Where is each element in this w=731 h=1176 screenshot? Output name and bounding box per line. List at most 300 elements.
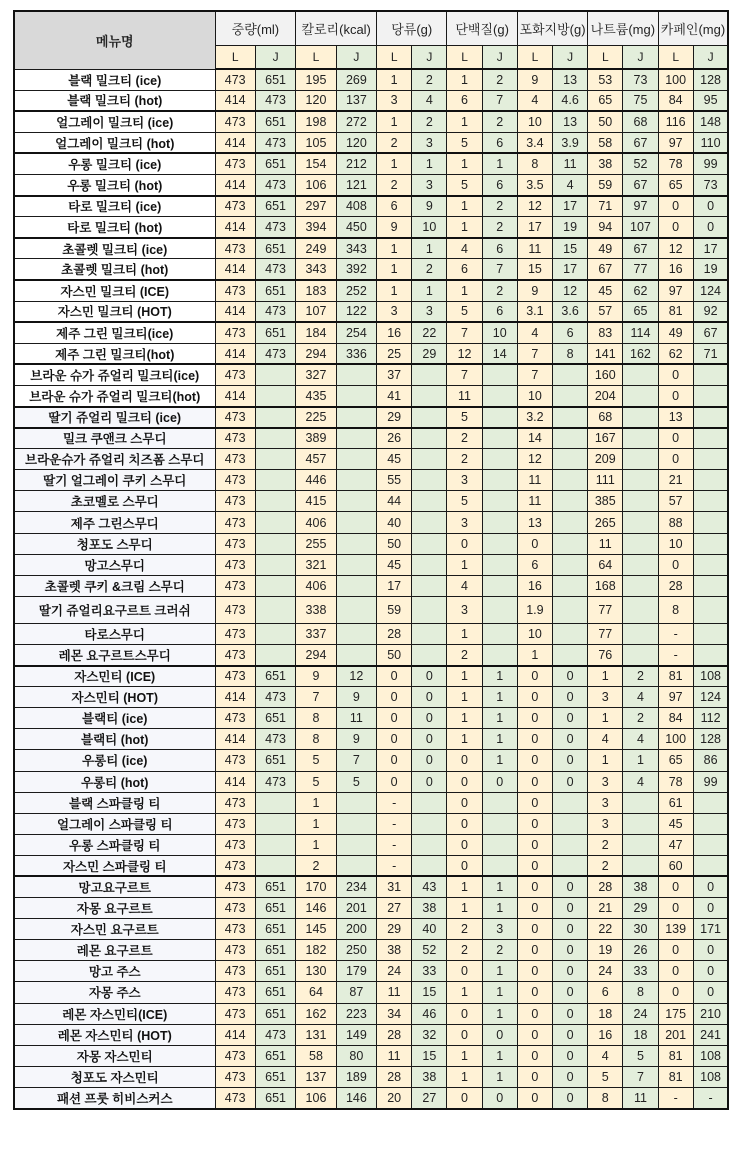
value-cell-j xyxy=(482,834,517,855)
value-cell-j: 122 xyxy=(336,301,376,322)
table-row xyxy=(14,470,728,491)
value-cell-l: 473 xyxy=(215,1003,255,1024)
value-cell-j: 1 xyxy=(482,1066,517,1087)
value-cell-j: 38 xyxy=(412,898,447,919)
value-cell-l: 13 xyxy=(517,512,552,533)
value-cell-l: 3 xyxy=(377,90,412,111)
value-cell-j: 1 xyxy=(412,153,447,174)
value-cell-l: 2 xyxy=(588,855,623,876)
value-cell-l: 11 xyxy=(517,470,552,491)
value-cell-j xyxy=(553,512,588,533)
value-cell-j: 146 xyxy=(336,1087,376,1108)
value-cell-j xyxy=(482,596,517,623)
value-cell-l: 0 xyxy=(517,1024,552,1045)
value-cell-j: 29 xyxy=(623,898,658,919)
value-cell-j xyxy=(336,855,376,876)
value-cell-j: 0 xyxy=(412,666,447,687)
value-cell-j xyxy=(482,623,517,644)
value-cell-j: 11 xyxy=(553,153,588,174)
value-cell-l: 10 xyxy=(517,385,552,406)
value-cell-j xyxy=(336,792,376,813)
value-cell-j: 651 xyxy=(255,666,295,687)
value-cell-l: 0 xyxy=(377,771,412,792)
value-cell-j: 11 xyxy=(336,708,376,729)
value-cell-j xyxy=(412,428,447,449)
menu-name-cell: 얼그레이 스파클링 티 xyxy=(14,813,215,834)
value-cell-l: 58 xyxy=(588,132,623,153)
value-cell-j: 8 xyxy=(553,343,588,364)
value-cell-j xyxy=(336,623,376,644)
table-row xyxy=(14,238,728,259)
value-cell-l: 5 xyxy=(296,750,336,771)
value-cell-l: 24 xyxy=(377,961,412,982)
value-cell-j: 0 xyxy=(412,750,447,771)
value-cell-l: 4 xyxy=(588,729,623,750)
value-cell-j xyxy=(336,554,376,575)
value-cell-j xyxy=(482,644,517,665)
value-cell-j: 24 xyxy=(623,1003,658,1024)
value-cell-l: 84 xyxy=(658,90,693,111)
value-cell-l: 0 xyxy=(517,834,552,855)
menu-name-cell: 자몽 주스 xyxy=(14,982,215,1003)
value-cell-l: 0 xyxy=(658,385,693,406)
value-cell-j xyxy=(553,470,588,491)
value-cell-l: 0 xyxy=(517,940,552,961)
value-cell-j: 9 xyxy=(412,196,447,217)
value-cell-j xyxy=(553,407,588,428)
value-cell-l: 414 xyxy=(215,174,255,195)
value-cell-j: 29 xyxy=(412,343,447,364)
value-cell-j: 651 xyxy=(255,961,295,982)
value-cell-l: 389 xyxy=(296,428,336,449)
value-cell-l: 0 xyxy=(517,919,552,940)
value-cell-j: 269 xyxy=(336,69,376,90)
value-cell-j: 77 xyxy=(623,259,658,280)
menu-name-cell: 얼그레이 밀크티 (hot) xyxy=(14,132,215,153)
value-cell-j: 1 xyxy=(482,687,517,708)
value-cell-j: 272 xyxy=(336,111,376,132)
value-cell-j xyxy=(693,834,728,855)
value-cell-j xyxy=(255,364,295,385)
value-cell-l: 195 xyxy=(296,69,336,90)
menu-name-cell: 브라운슈가 쥬얼리 치즈폼 스무디 xyxy=(14,449,215,470)
value-cell-l: 0 xyxy=(377,729,412,750)
value-cell-l: 1 xyxy=(447,111,482,132)
value-cell-l: 44 xyxy=(377,491,412,512)
value-cell-j: 15 xyxy=(412,1045,447,1066)
value-cell-l: 55 xyxy=(377,470,412,491)
value-cell-j: 2 xyxy=(482,940,517,961)
value-cell-l: 473 xyxy=(215,813,255,834)
value-cell-l: 0 xyxy=(447,834,482,855)
value-cell-l: 1 xyxy=(377,111,412,132)
value-cell-j: 6 xyxy=(482,132,517,153)
value-cell-j xyxy=(255,428,295,449)
value-cell-j xyxy=(412,813,447,834)
value-cell-j xyxy=(336,449,376,470)
value-cell-l: 7 xyxy=(296,687,336,708)
value-cell-l: 1 xyxy=(447,280,482,301)
value-cell-j: 473 xyxy=(255,771,295,792)
value-cell-j xyxy=(693,407,728,428)
menu-name-cell: 자스민 요구르트 xyxy=(14,919,215,940)
value-cell-j: 110 xyxy=(693,132,728,153)
value-cell-j xyxy=(255,554,295,575)
value-cell-j: 7 xyxy=(482,259,517,280)
value-cell-l: 473 xyxy=(215,834,255,855)
value-cell-l: 68 xyxy=(588,407,623,428)
value-cell-l: 5 xyxy=(447,491,482,512)
menu-name-cell: 블랙 밀크티 (ice) xyxy=(14,69,215,90)
value-cell-j xyxy=(693,813,728,834)
table-row xyxy=(14,280,728,301)
value-cell-j xyxy=(693,792,728,813)
value-cell-j xyxy=(482,813,517,834)
value-cell-l: 0 xyxy=(517,771,552,792)
menu-name-cell: 블랙 스파클링 티 xyxy=(14,792,215,813)
menu-name-cell: 청포도 스무디 xyxy=(14,533,215,554)
value-cell-l: 0 xyxy=(658,449,693,470)
value-cell-j: 22 xyxy=(412,322,447,343)
table-row xyxy=(14,407,728,428)
value-cell-j: 252 xyxy=(336,280,376,301)
value-cell-l: 1 xyxy=(377,69,412,90)
value-cell-j: 2 xyxy=(412,111,447,132)
menu-name-cell: 레몬 요구르트 xyxy=(14,940,215,961)
value-cell-j xyxy=(412,834,447,855)
value-cell-j: 0 xyxy=(412,687,447,708)
value-cell-l: 3 xyxy=(447,596,482,623)
value-cell-j: 473 xyxy=(255,132,295,153)
value-cell-j: 3 xyxy=(412,174,447,195)
value-cell-j: 651 xyxy=(255,153,295,174)
value-cell-l: 4 xyxy=(517,322,552,343)
value-cell-j: 651 xyxy=(255,69,295,90)
value-cell-j: 0 xyxy=(693,898,728,919)
value-cell-l: 100 xyxy=(658,69,693,90)
value-cell-j: 124 xyxy=(693,687,728,708)
value-cell-j: 120 xyxy=(336,132,376,153)
value-cell-l: 415 xyxy=(296,491,336,512)
value-cell-j: 5 xyxy=(336,771,376,792)
table-row xyxy=(14,322,728,343)
value-cell-j: 13 xyxy=(553,69,588,90)
value-cell-l: 473 xyxy=(215,533,255,554)
table-row xyxy=(14,623,728,644)
value-cell-l: 49 xyxy=(658,322,693,343)
value-cell-j: 6 xyxy=(482,174,517,195)
column-header-caffeine: 카페인(mg) xyxy=(658,11,728,46)
value-cell-l: 59 xyxy=(377,596,412,623)
value-cell-j: 12 xyxy=(553,280,588,301)
value-cell-l: 414 xyxy=(215,343,255,364)
table-row xyxy=(14,1087,728,1108)
value-cell-j: 40 xyxy=(412,919,447,940)
table-row xyxy=(14,792,728,813)
value-cell-j xyxy=(553,575,588,596)
value-cell-j xyxy=(482,575,517,596)
value-cell-j xyxy=(255,623,295,644)
value-cell-l: 0 xyxy=(447,961,482,982)
value-cell-l: 107 xyxy=(296,301,336,322)
value-cell-j xyxy=(623,428,658,449)
value-cell-l: 0 xyxy=(517,961,552,982)
table-row xyxy=(14,771,728,792)
value-cell-j xyxy=(553,533,588,554)
value-cell-l: 5 xyxy=(447,132,482,153)
value-cell-j: 210 xyxy=(693,1003,728,1024)
value-cell-l: 57 xyxy=(588,301,623,322)
value-cell-l: 473 xyxy=(215,666,255,687)
value-cell-j xyxy=(336,470,376,491)
value-cell-j: 17 xyxy=(553,259,588,280)
value-cell-j xyxy=(623,813,658,834)
value-cell-l: 1 xyxy=(447,898,482,919)
value-cell-j: 43 xyxy=(412,876,447,897)
value-cell-l: 97 xyxy=(658,132,693,153)
value-cell-l: 71 xyxy=(588,196,623,217)
value-cell-j: 336 xyxy=(336,343,376,364)
value-cell-l: 2 xyxy=(447,644,482,665)
value-cell-l: 473 xyxy=(215,196,255,217)
value-cell-j: 6 xyxy=(553,322,588,343)
value-cell-l: 12 xyxy=(658,238,693,259)
value-cell-j xyxy=(623,834,658,855)
value-cell-l: 255 xyxy=(296,533,336,554)
value-cell-l: 100 xyxy=(658,729,693,750)
value-cell-l: 473 xyxy=(215,364,255,385)
value-cell-l: 7 xyxy=(447,364,482,385)
table-row xyxy=(14,196,728,217)
value-cell-l: 12 xyxy=(517,196,552,217)
table-body xyxy=(14,69,728,1109)
value-cell-l: 0 xyxy=(377,750,412,771)
value-cell-j: 32 xyxy=(412,1024,447,1045)
menu-name-header: 메뉴명 xyxy=(14,11,215,69)
table-row xyxy=(14,729,728,750)
value-cell-j xyxy=(693,596,728,623)
value-cell-j xyxy=(553,428,588,449)
value-cell-l: 10 xyxy=(517,111,552,132)
value-cell-j: 0 xyxy=(693,982,728,1003)
value-cell-j: 0 xyxy=(693,961,728,982)
value-cell-j xyxy=(255,470,295,491)
value-cell-l: 141 xyxy=(588,343,623,364)
table-row xyxy=(14,90,728,111)
value-cell-j: 3 xyxy=(482,919,517,940)
value-cell-l: 1 xyxy=(377,238,412,259)
value-cell-j: 2 xyxy=(482,217,517,238)
value-cell-j xyxy=(553,554,588,575)
value-cell-j: 52 xyxy=(623,153,658,174)
value-cell-j: 2 xyxy=(482,280,517,301)
value-cell-j: 108 xyxy=(693,666,728,687)
table-row xyxy=(14,153,728,174)
value-cell-j: 71 xyxy=(693,343,728,364)
value-cell-l: 137 xyxy=(296,1066,336,1087)
value-cell-j xyxy=(412,623,447,644)
value-cell-j: 1 xyxy=(412,238,447,259)
size-header-l: L xyxy=(517,46,552,70)
value-cell-l: 62 xyxy=(658,343,693,364)
value-cell-j xyxy=(412,554,447,575)
value-cell-l: 0 xyxy=(517,708,552,729)
table-row xyxy=(14,343,728,364)
value-cell-j xyxy=(623,533,658,554)
value-cell-j: 97 xyxy=(623,196,658,217)
value-cell-j: 128 xyxy=(693,69,728,90)
value-cell-l: 154 xyxy=(296,153,336,174)
menu-name-cell: 레몬 요구르트스무디 xyxy=(14,644,215,665)
value-cell-j: 15 xyxy=(412,982,447,1003)
value-cell-l: 201 xyxy=(658,1024,693,1045)
value-cell-l: 0 xyxy=(517,1066,552,1087)
value-cell-j: 7 xyxy=(482,90,517,111)
value-cell-l: 83 xyxy=(588,322,623,343)
value-cell-j xyxy=(336,428,376,449)
column-header-sodium: 나트륨(mg) xyxy=(588,11,658,46)
value-cell-j: 27 xyxy=(412,1087,447,1108)
value-cell-l: - xyxy=(377,834,412,855)
value-cell-l: 0 xyxy=(658,196,693,217)
value-cell-j xyxy=(693,623,728,644)
value-cell-l: 473 xyxy=(215,1045,255,1066)
value-cell-l: 17 xyxy=(517,217,552,238)
value-cell-l: 16 xyxy=(517,575,552,596)
value-cell-j: 0 xyxy=(553,1045,588,1066)
value-cell-l: 0 xyxy=(447,855,482,876)
value-cell-l: 67 xyxy=(588,259,623,280)
value-cell-l: 0 xyxy=(658,428,693,449)
value-cell-l: - xyxy=(658,1087,693,1108)
value-cell-l: 473 xyxy=(215,750,255,771)
value-cell-l: 414 xyxy=(215,90,255,111)
value-cell-l: 414 xyxy=(215,301,255,322)
value-cell-l: 406 xyxy=(296,512,336,533)
value-cell-l: 1 xyxy=(296,813,336,834)
value-cell-l: 5 xyxy=(447,301,482,322)
table-row xyxy=(14,919,728,940)
value-cell-l: 209 xyxy=(588,449,623,470)
value-cell-l: 1 xyxy=(377,153,412,174)
value-cell-l: 10 xyxy=(517,623,552,644)
table-row xyxy=(14,174,728,195)
value-cell-l: 3.4 xyxy=(517,132,552,153)
value-cell-l: 1 xyxy=(447,876,482,897)
value-cell-l: 473 xyxy=(215,491,255,512)
value-cell-l: 343 xyxy=(296,259,336,280)
value-cell-j xyxy=(553,834,588,855)
value-cell-j xyxy=(412,449,447,470)
value-cell-l: 40 xyxy=(377,512,412,533)
value-cell-j xyxy=(412,596,447,623)
value-cell-l: 3 xyxy=(377,301,412,322)
value-cell-l: 120 xyxy=(296,90,336,111)
value-cell-j: 1 xyxy=(482,961,517,982)
value-cell-l: 1 xyxy=(377,280,412,301)
value-cell-l: 78 xyxy=(658,153,693,174)
value-cell-j: 234 xyxy=(336,876,376,897)
value-cell-j: 0 xyxy=(553,1003,588,1024)
value-cell-j xyxy=(255,385,295,406)
value-cell-j xyxy=(482,385,517,406)
menu-name-cell: 제주 그린 밀크티(ice) xyxy=(14,322,215,343)
table-row xyxy=(14,666,728,687)
value-cell-l: 473 xyxy=(215,596,255,623)
value-cell-j: 95 xyxy=(693,90,728,111)
value-cell-j: 162 xyxy=(623,343,658,364)
value-cell-l: 265 xyxy=(588,512,623,533)
value-cell-l: 9 xyxy=(377,217,412,238)
value-cell-l: 16 xyxy=(658,259,693,280)
value-cell-j xyxy=(693,533,728,554)
size-header-j: J xyxy=(482,46,517,70)
value-cell-l: 130 xyxy=(296,961,336,982)
value-cell-l: 26 xyxy=(377,428,412,449)
value-cell-l: 58 xyxy=(296,1045,336,1066)
value-cell-j: 114 xyxy=(623,322,658,343)
value-cell-l: 131 xyxy=(296,1024,336,1045)
value-cell-l: 0 xyxy=(447,1024,482,1045)
value-cell-j: 67 xyxy=(693,322,728,343)
value-cell-j: 651 xyxy=(255,919,295,940)
size-header-j: J xyxy=(412,46,447,70)
table-row xyxy=(14,111,728,132)
value-cell-l: 1 xyxy=(447,623,482,644)
value-cell-l: 1 xyxy=(447,729,482,750)
value-cell-l: 24 xyxy=(588,961,623,982)
value-cell-j: 0 xyxy=(553,687,588,708)
menu-name-cell: 레몬 자스민티 (HOT) xyxy=(14,1024,215,1045)
value-cell-l: 473 xyxy=(215,940,255,961)
table-row xyxy=(14,1066,728,1087)
value-cell-l: 473 xyxy=(215,855,255,876)
value-cell-j: 392 xyxy=(336,259,376,280)
value-cell-j: 38 xyxy=(623,876,658,897)
value-cell-j: 212 xyxy=(336,153,376,174)
menu-name-cell: 제주 그린 밀크티(hot) xyxy=(14,343,215,364)
value-cell-j: 0 xyxy=(693,940,728,961)
table-row xyxy=(14,491,728,512)
value-cell-j xyxy=(412,385,447,406)
value-cell-l: 0 xyxy=(517,1087,552,1108)
size-header-l: L xyxy=(377,46,412,70)
value-cell-j: 1 xyxy=(482,708,517,729)
value-cell-j xyxy=(693,364,728,385)
value-cell-j xyxy=(623,364,658,385)
value-cell-j: 73 xyxy=(623,69,658,90)
column-header-saturated-fat: 포화지방(g) xyxy=(517,11,587,46)
value-cell-j: 1 xyxy=(482,750,517,771)
value-cell-j xyxy=(255,449,295,470)
value-cell-j: 1 xyxy=(623,750,658,771)
value-cell-j xyxy=(623,385,658,406)
value-cell-j xyxy=(336,364,376,385)
value-cell-j: 148 xyxy=(693,111,728,132)
menu-name-cell: 블랙티 (ice) xyxy=(14,708,215,729)
value-cell-l: 105 xyxy=(296,132,336,153)
value-cell-j: 18 xyxy=(623,1024,658,1045)
value-cell-l: 29 xyxy=(377,919,412,940)
value-cell-j xyxy=(412,644,447,665)
value-cell-j: 2 xyxy=(482,69,517,90)
value-cell-l: 6 xyxy=(588,982,623,1003)
value-cell-l: 0 xyxy=(447,1087,482,1108)
value-cell-j: 10 xyxy=(482,322,517,343)
menu-name-cell: 블랙 밀크티 (hot) xyxy=(14,90,215,111)
value-cell-l: 414 xyxy=(215,1024,255,1045)
value-cell-j: 473 xyxy=(255,217,295,238)
